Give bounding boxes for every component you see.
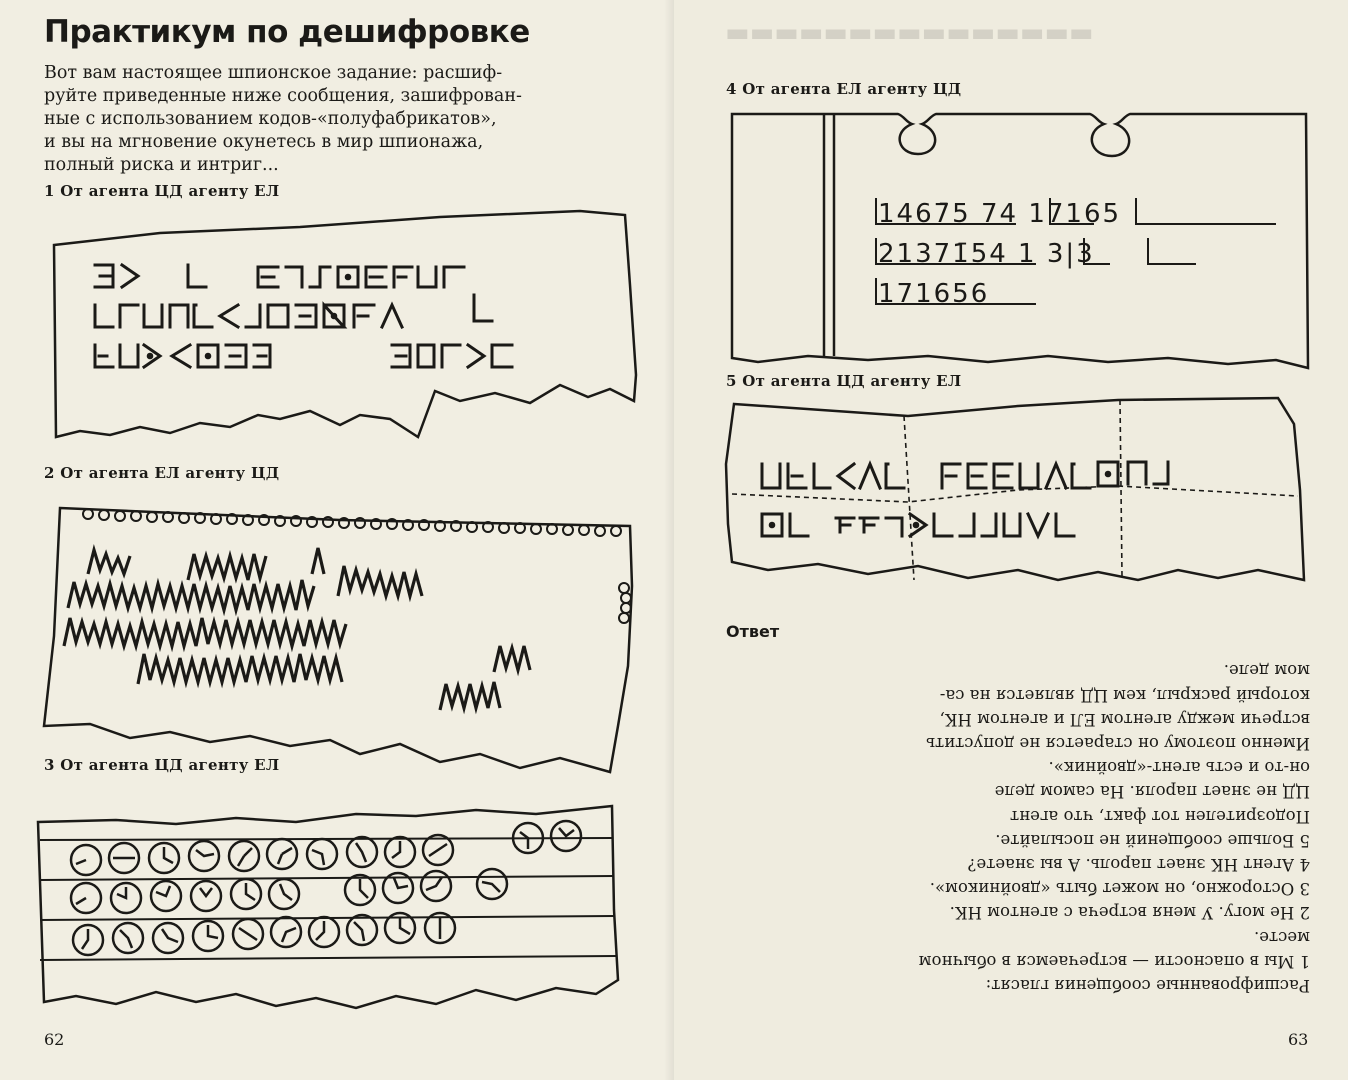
answer-line: Именно поэтому он старается не допустить <box>925 733 1310 753</box>
show-through-text: ▬▬▬▬▬▬▬▬▬▬▬▬▬▬▬ <box>725 18 1094 48</box>
answer-line: 5 Больше сообщений не посылайте. <box>995 830 1310 850</box>
msg4-line-2: 21371̄54 1 3|3 <box>878 239 1095 269</box>
answer-line: месте. <box>1254 927 1310 947</box>
caption-message-5: 5 От агента ЦД агенту ЕЛ <box>726 372 962 390</box>
message-2-notebook-note <box>40 496 650 776</box>
answer-text-upside-down <box>726 661 1310 997</box>
answer-line: мом деле. <box>1223 661 1310 681</box>
answer-heading: Ответ <box>726 622 780 641</box>
answer-line: 2 Не могу. У меня встреча с агентом НК. <box>949 903 1310 923</box>
intro-paragraph <box>44 62 634 177</box>
answer-line: который раскрыл, кем ЦД является на са- <box>939 685 1310 705</box>
message-1-torn-note <box>40 205 650 455</box>
message-4-digit-cipher <box>728 110 1312 372</box>
answer-line: ЦД не знает пароля. На самом деле <box>994 782 1310 802</box>
message-5-folded-note <box>718 394 1308 594</box>
page-number-left: 62 <box>44 1030 65 1049</box>
answer-line: 3 Осторожно, он может быть «двойником». <box>929 879 1310 899</box>
intro-line: Вот вам настоящее шпионское задание: расшиф- <box>44 63 503 83</box>
message-3-clock-cipher <box>36 780 626 1040</box>
intro-line: руйте приведенные ниже сообщения, зашифрован- <box>44 86 522 106</box>
page-title: Практикум по дешифровке <box>44 14 530 50</box>
caption-message-1: 1 От агента ЦД агенту ЕЛ <box>44 182 280 200</box>
answer-line: он-то и есть агент-«двойник». <box>1048 758 1310 778</box>
caption-message-4: 4 От агента ЕЛ агенту ЦД <box>726 80 962 98</box>
caption-message-3: 3 От агента ЦД агенту ЕЛ <box>44 756 280 774</box>
intro-line: полный риска и интриг... <box>44 155 279 175</box>
msg4-line-1: 1467̄5 74 17165 <box>878 199 1122 229</box>
answer-line: 4 Агент НК знает пароль. А вы знаете? <box>967 854 1310 874</box>
intro-line: ные с использованием кодов-«полуфабрикатов», <box>44 109 497 129</box>
page-number-right: 63 <box>1288 1030 1309 1049</box>
answer-line: 1 Мы в опасности — встречаемся в обычном <box>918 951 1310 971</box>
answer-line: Подозрителен тот факт, что агент <box>1009 806 1310 826</box>
caption-message-2: 2 От агента ЕЛ агенту ЦД <box>44 464 280 482</box>
answer-line: Расшифрованные сообщения гласят: <box>985 976 1310 995</box>
intro-line: и вы на мгновение окунетесь в мир шпионажа, <box>44 132 484 152</box>
msg4-line-3: 171656 <box>878 279 990 309</box>
answer-line: встречи между агентом ЕЛ и агентом НК, <box>939 709 1310 729</box>
